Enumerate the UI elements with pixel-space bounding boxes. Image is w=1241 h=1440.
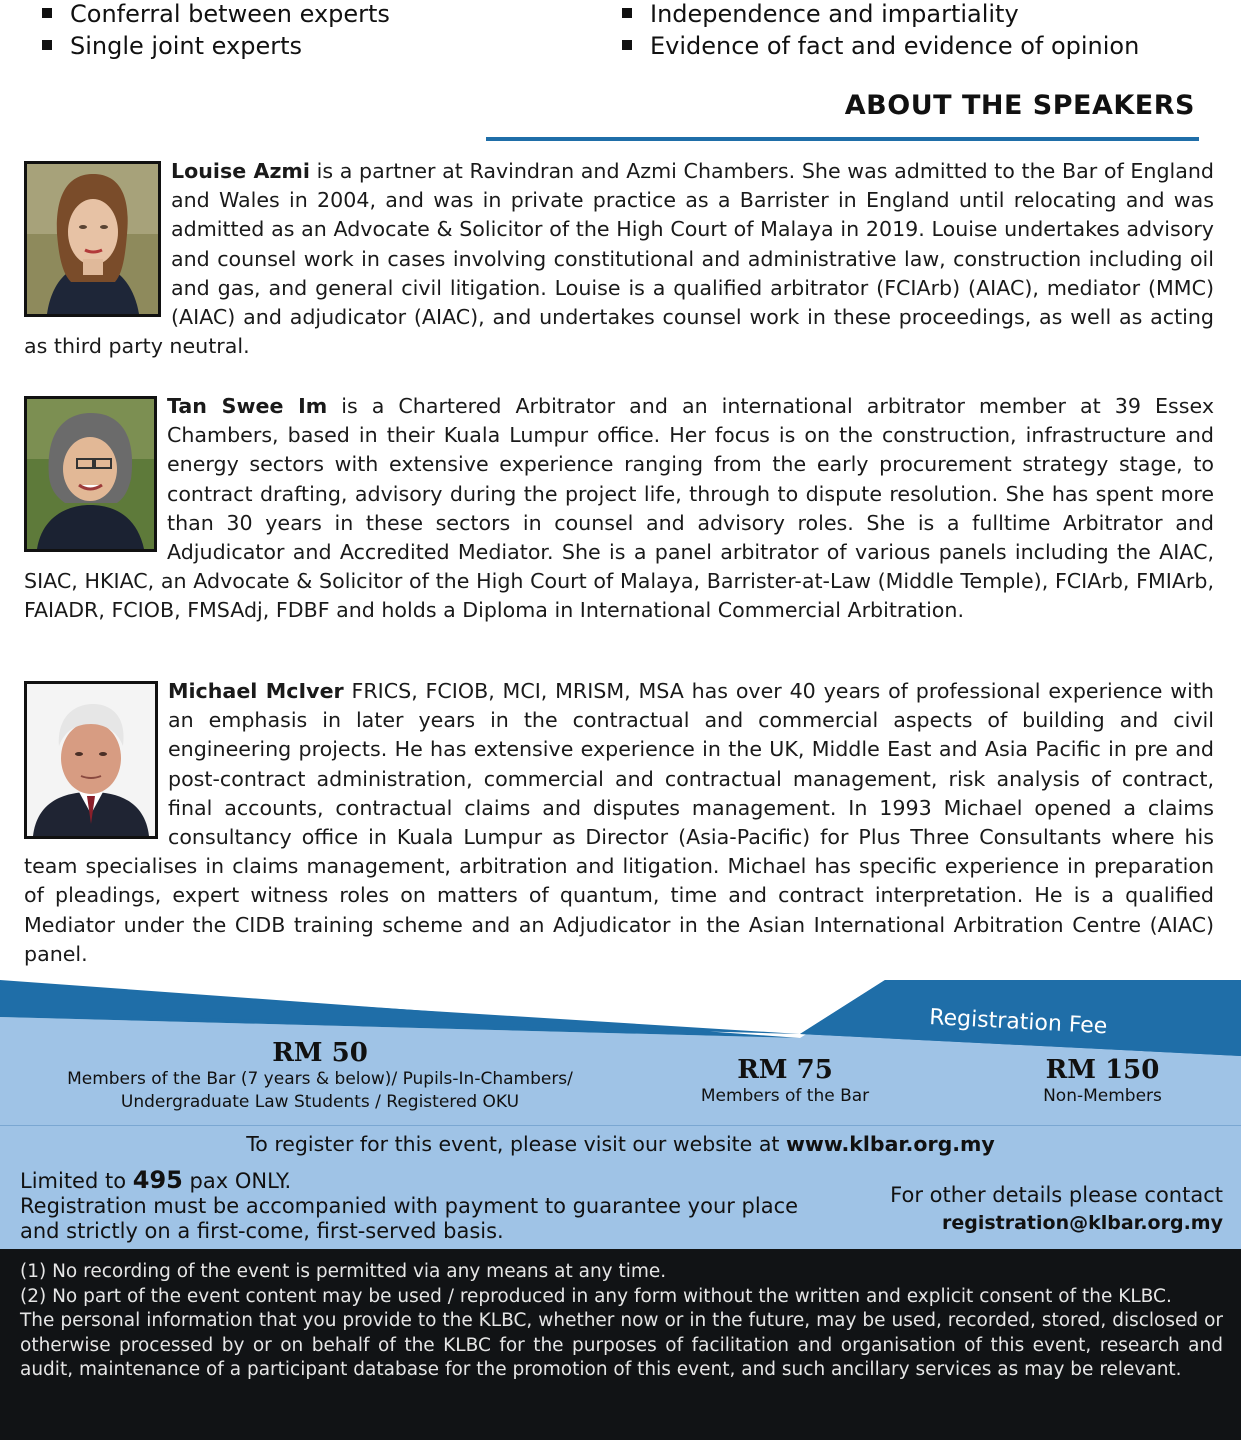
registration-fee-title: Registration Fee	[928, 1005, 1108, 1040]
fee-description: Members of the Bar	[700, 1086, 870, 1106]
woman-portrait-icon	[27, 164, 158, 314]
fee-description: Undergraduate Law Students / Registered OKU	[120, 1092, 520, 1112]
section-divider	[486, 137, 1199, 141]
speaker-bio: Louise Azmi is a partner at Ravindran and Azmi Chambers. She was admitted to the Bar of England and Wales in 2004, and was in private practice as a Barrister in England until relocating and was admitted as an Advocate & Solicitor of the High Court of Malaya in 2019. Louise undertakes advisory and counsel work in cases involving constitutional and administrative law, construction including oil and gas, and general civil litigation. Louise is a qualified arbitrator (FCIArb) (AIAC), mediator (MMC) (AIAC) and adjudicator (AIAC), and undertakes counsel work in these proceedings, as well as acting as third party neutral.	[24, 159, 1214, 359]
fee-tier	[670, 1055, 900, 1108]
registration-limits	[0, 1162, 1241, 1249]
speaker-bio: Michael McIver FRICS, FCIOB, MCI, MRISM, MSA has over 40 years of professional experience with an emphasis in later years in the contractual and commercial aspects of building and civil engineering projects. He has extensive experience in the UK, Middle East and Asia Pacific in pre and post-contract administration, commercial and contractual management, risk analysis of contract, final accounts, contractual claims and disputes management. In 1993 Michael opened a claims consultancy office in Kuala Lumpur as Director (Asia-Pacific) for Plus Three Consultants where his team specialises in claims management, arbitration and litigation. Michael has specific experience in preparation of pleadings, expert witness roles on matters of quantum, time and contract interpretation. He is a qualified Mediator under the CIDB training scheme and an Adjudicator in the Asian International Arbitration Centre (AIAC) panel.	[24, 679, 1214, 966]
contact-block	[890, 1182, 1223, 1237]
contact-email-link[interactable]: registration@klbar.org.my	[941, 1212, 1223, 1234]
fee-price: RM 150	[1045, 1055, 1160, 1085]
topic-item: Single joint experts	[42, 30, 302, 62]
bullet-square-icon	[42, 8, 52, 18]
speaker-photo	[24, 681, 158, 839]
woman-portrait-icon	[27, 399, 154, 549]
fee-price: RM 50	[272, 1038, 368, 1068]
footer-note: (1) No recording of the event is permitted via any means at any time.	[20, 1261, 667, 1282]
register-instructions: To register for this event, please visit our website at www.klbar.org.my	[0, 1125, 1241, 1163]
section-title: ABOUT THE SPEAKERS	[844, 90, 1195, 121]
fee-price: RM 75	[737, 1055, 833, 1085]
speaker-bio: Tan Swee Im is a Chartered Arbitrator and an international arbitrator member at 39 Essex Chambers, based in their Kuala Lumpur office. Her focus is on the construction, infrastructure and energy sectors with extensive experience ranging from the early procurement strategy stage, to contract drafting, advisory during the project life, through to dispute resolution. She has spent more than 30 years in these sectors in counsel and advisory roles. She is a fulltime Arbitrator and Adjudicator and Accredited Mediator. She is a panel arbitrator of various panels including the AIAC, SIAC, HKIAC, an Advocate & Solicitor of the High Court of Malaya, Barrister-at-Law (Middle Temple), FCIArb, FMIArb, FAIADR, FCIOB, FMSAdj, FDBF and holds a Diploma in International Commercial Arbitration.	[24, 394, 1215, 623]
bullet-square-icon	[622, 40, 632, 50]
man-portrait-icon	[27, 684, 155, 836]
fee-tier	[40, 1038, 600, 1114]
footer-note: The personal information that you provide to the KLBC, whether now or in the future, may be used, recorded, stored, disclosed or otherwise processed by or on behalf of the KLBC for the purposes of facilitation and organisation of this event, research and audit, maintenance of a participant database for the promotion of this event, and such ancillary services as may be relevant.	[20, 1310, 1223, 1381]
footer-note: (2) No part of the event content may be used / reproduced in any form without the written and explicit consent of the KLBC.	[20, 1285, 1172, 1307]
limit-text: Limited to 495 pax ONLY. Registration must be accompanied with payment to guarantee your place and strictly on a first-come, first-served basis.	[20, 1166, 799, 1243]
website-link[interactable]: www.klbar.org.my	[785, 1132, 995, 1156]
speaker-photo	[24, 396, 157, 552]
topic-list	[0, 0, 1241, 70]
footer-notes	[0, 1249, 1241, 1440]
topic-item: Conferral between experts	[42, 0, 390, 30]
contact-label: For other details please contact	[890, 1183, 1223, 1207]
topic-item: Evidence of fact and evidence of opinion	[622, 30, 1139, 62]
limit-count: 495	[132, 1166, 183, 1194]
topic-item: Independence and impartiality	[622, 0, 1019, 30]
fee-description: Members of the Bar (7 years & below)/ Pupils-In-Chambers/	[67, 1069, 573, 1089]
limit-note: Registration must be accompanied with payment to guarantee your place and strictly on a first-come, first-served basis.	[20, 1194, 799, 1243]
bullet-square-icon	[42, 40, 52, 50]
bullet-square-icon	[622, 8, 632, 18]
fee-description: Non-Members	[1043, 1086, 1162, 1106]
speaker-photo	[24, 161, 161, 317]
fee-tier	[990, 1055, 1215, 1108]
